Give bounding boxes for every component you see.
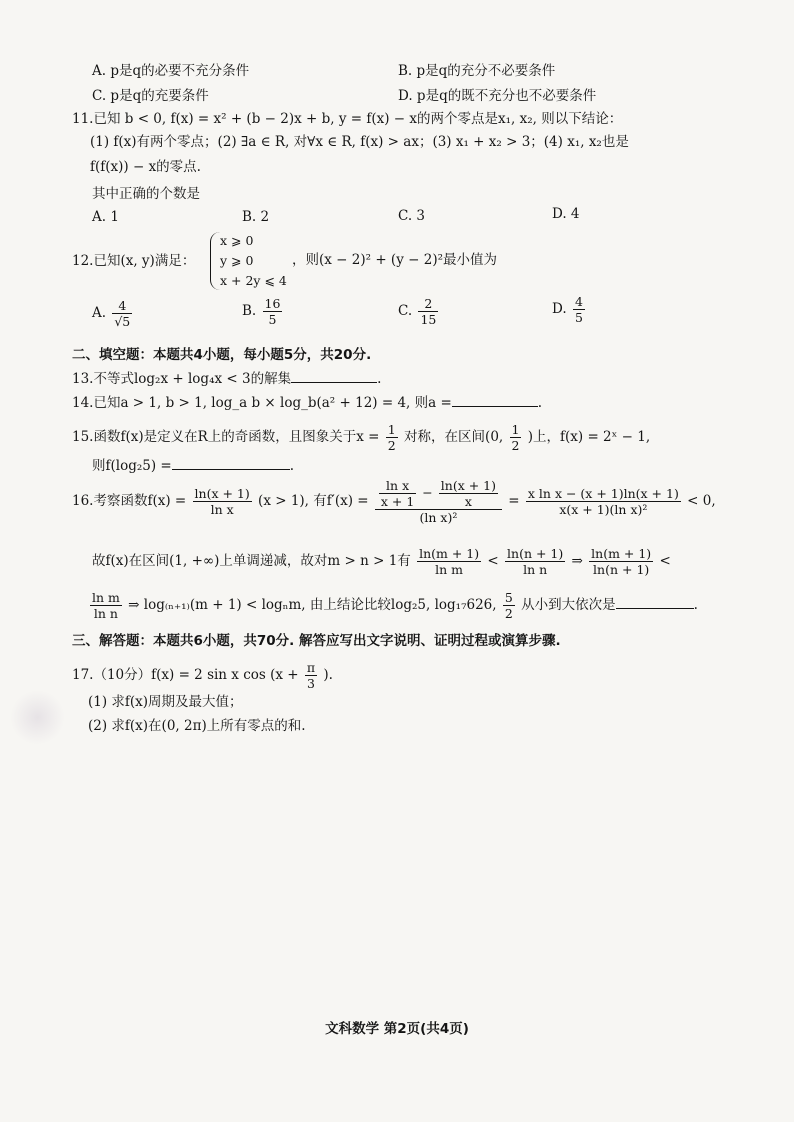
- q16-fraction-mn: [589, 546, 653, 577]
- implies-sign: ⇒: [571, 553, 583, 569]
- q11-option-b: B. 2: [242, 209, 270, 225]
- q15-question: 则f(log₂5) =: [92, 458, 172, 474]
- q12-condition-1: x ⩾ 0: [220, 233, 254, 248]
- q15-line2: 则f(log₂5) = .: [92, 455, 294, 475]
- q11-option-a: A. 1: [92, 209, 119, 225]
- denominator: 2: [504, 606, 513, 621]
- q16-less-than-zero: < 0,: [687, 493, 716, 509]
- q12-option-d-label: D.: [552, 301, 567, 317]
- denominator: ln(n + 1): [593, 562, 650, 577]
- q11-stem: 11.已知 b < 0, f(x) = x² + (b − 2)x + b, y = f(x) − x的两个零点是x₁, x₂, 则以下结论：: [72, 111, 623, 127]
- minus-sign: −: [422, 485, 433, 500]
- denominator: ln x: [210, 502, 234, 517]
- numerator: ln(n + 1): [507, 546, 564, 561]
- less-than-sign-2: <: [659, 553, 671, 569]
- q10-option-b: B. p是q的充分不必要条件: [398, 63, 556, 79]
- numerator: ln(x + 1): [194, 486, 250, 501]
- q15-interval-fraction: [510, 422, 522, 453]
- q16-line2: [92, 546, 671, 577]
- q10-option-c: C. p是q的充要条件: [92, 88, 209, 104]
- numerator: 2: [418, 296, 438, 312]
- q11-statements-cont: f(f(x)) − x的零点.: [90, 159, 201, 175]
- q11-question: 其中正确的个数是: [92, 186, 200, 202]
- q16-line1: [72, 478, 716, 525]
- q11-statements: (1) f(x)有两个零点；(2) ∃a ∈ R, 对∀x ∈ R, f(x) > ax；(3) x₁ + x₂ > 3；(4) x₁, x₂也是: [90, 134, 629, 150]
- q14-text: 14.已知a > 1, b > 1, log_a b × log_b(a² + 12) = 4, 则a =: [72, 395, 452, 411]
- numerator: 4: [574, 294, 583, 309]
- q12-option-b: [242, 296, 284, 327]
- q16-line3: $\frac{\text{ln m}}{\text{ln n}}$ ⇒ log₍ₙ₊₁₎(m + 1) < logₙm, 由上结论比较log₂5, log₁₇626, $\frac{5}{2}$ 从小到大依次是 .: [92, 590, 698, 621]
- denominator: 5: [574, 310, 583, 325]
- q17-subquestion-1: (1) 求f(x)周期及最大值；: [88, 694, 243, 710]
- compound-denominator: (ln x)²: [419, 510, 458, 525]
- less-than-sign: <: [487, 553, 499, 569]
- section-solutions-heading: 三、解答题：本题共6小题，共70分. 解答应写出文字说明、证明过程或演算步骤.: [72, 633, 561, 649]
- q12-option-d: [552, 294, 587, 325]
- q15-text-1: 15.函数f(x)是定义在R上的奇函数，且图象关于x =: [72, 429, 380, 445]
- numerator: ln x: [379, 478, 416, 494]
- numerator: 4: [112, 298, 132, 314]
- denominator: √5: [114, 314, 131, 329]
- q16-answer-blank: [616, 594, 694, 609]
- q13-text: 13.不等式log₂x + log₄x < 3的解集: [72, 371, 292, 387]
- denominator: ln m: [435, 562, 464, 577]
- q12-expression: ，则(x − 2)² + (y − 2)²最小值为: [292, 252, 497, 268]
- denominator: x(x + 1)(ln x)²: [559, 502, 648, 517]
- inner-fraction-2: [439, 478, 498, 509]
- numerator: ln(x + 1): [440, 478, 496, 493]
- q13-answer-blank: [291, 368, 377, 383]
- q16-text-3: 故f(x)在区间(1, +∞)上单调递减，故对m > n > 1有: [92, 553, 411, 569]
- q12-option-d-fraction: [573, 294, 585, 325]
- q16-fraction-n: [505, 546, 565, 577]
- q16-result-fraction: [526, 486, 681, 517]
- q11-option-c: C. 3: [398, 208, 426, 224]
- q16-text-2: (x > 1), 有f′(x) =: [258, 493, 369, 509]
- q17-text-1: 17.（10分）f(x) = 2 sin x cos (x +: [72, 667, 299, 683]
- numerator: 16: [264, 296, 281, 311]
- denominator: 15: [420, 312, 437, 327]
- numerator: 1: [511, 422, 520, 437]
- q12-condition-2: y ⩾ 0: [220, 253, 254, 268]
- q12-stem: 12.已知(x, y)满足：: [72, 253, 196, 269]
- numerator: x ln x − (x + 1)ln(x + 1): [527, 486, 679, 501]
- compound-numerator: [375, 478, 502, 510]
- denominator: x: [464, 494, 472, 509]
- q15-answer-blank: [172, 455, 290, 470]
- inner-fraction-1: [379, 478, 416, 509]
- scan-smudge: [10, 690, 65, 745]
- denominator: 2: [511, 438, 520, 453]
- q12-option-c-label: C.: [398, 303, 413, 319]
- q12-option-c-fraction: [418, 296, 438, 327]
- numerator: ln(m + 1): [591, 546, 652, 561]
- q16-text-1: 16.考察函数f(x) =: [72, 493, 187, 509]
- q15-half-fraction: [386, 422, 398, 453]
- q12-option-b-label: B.: [242, 303, 257, 319]
- denominator: 3: [307, 676, 315, 691]
- q12-option-c: [398, 296, 440, 327]
- q12-option-a-fraction: [112, 298, 132, 329]
- numerator: 5: [504, 590, 513, 605]
- numerator: π: [306, 660, 316, 675]
- equals-sign: =: [508, 493, 520, 509]
- q16-text-5: 从小到大依次是: [521, 597, 616, 613]
- q17-stem: [72, 660, 333, 691]
- denominator: ln n: [523, 562, 548, 577]
- page-footer: 文科数学 第2页(共4页): [325, 1021, 469, 1037]
- q12-option-a-label: A.: [92, 305, 107, 321]
- q17-subquestion-2: (2) 求f(x)在(0, 2π)上所有零点的和.: [88, 718, 306, 734]
- q12-option-b-fraction: [263, 296, 283, 327]
- q12-condition-3: x + 2y ⩽ 4: [220, 273, 287, 288]
- q16-five-halves: [503, 590, 515, 621]
- q14: 14.已知a > 1, b > 1, log_a b × log_b(a² + 12) = 4, 则a = .: [72, 392, 542, 412]
- q10-option-a: A. p是q的必要不充分条件: [92, 63, 250, 79]
- q17-pi-third: [305, 660, 317, 691]
- numerator: 1: [387, 422, 396, 437]
- numerator: ln m: [92, 590, 120, 605]
- q15-text-2: 对称，在区间(0,: [404, 429, 504, 445]
- denominator: ln n: [93, 606, 118, 621]
- q15-line1: [72, 422, 650, 453]
- q16-function-fraction: [193, 486, 252, 517]
- q13: 13.不等式log₂x + log₄x < 3的解集 .: [72, 368, 381, 388]
- q17-text-2: ).: [323, 667, 333, 683]
- q16-fraction-m: [417, 546, 481, 577]
- q12-option-a: [92, 298, 134, 329]
- denominator: x + 1: [380, 494, 415, 509]
- denominator: 5: [268, 312, 277, 327]
- q11-option-d: D. 4: [552, 206, 580, 222]
- numerator: ln(m + 1): [419, 546, 480, 561]
- q16-fraction-lnm-lnn: [90, 590, 122, 621]
- q10-option-d: D. p是q的既不充分也不必要条件: [398, 88, 597, 104]
- q14-answer-blank: [452, 392, 538, 407]
- section-fill-in-heading: 二、填空题：本题共4小题，每小题5分，共20分.: [72, 347, 372, 363]
- denominator: 2: [387, 438, 396, 453]
- q16-derivative-compound-fraction: [375, 478, 502, 525]
- q16-text-4: ⇒ log₍ₙ₊₁₎(m + 1) < logₙm, 由上结论比较log₂5, log₁₇626,: [128, 597, 497, 613]
- q15-text-3: )上，f(x) = 2ˣ − 1,: [527, 429, 651, 445]
